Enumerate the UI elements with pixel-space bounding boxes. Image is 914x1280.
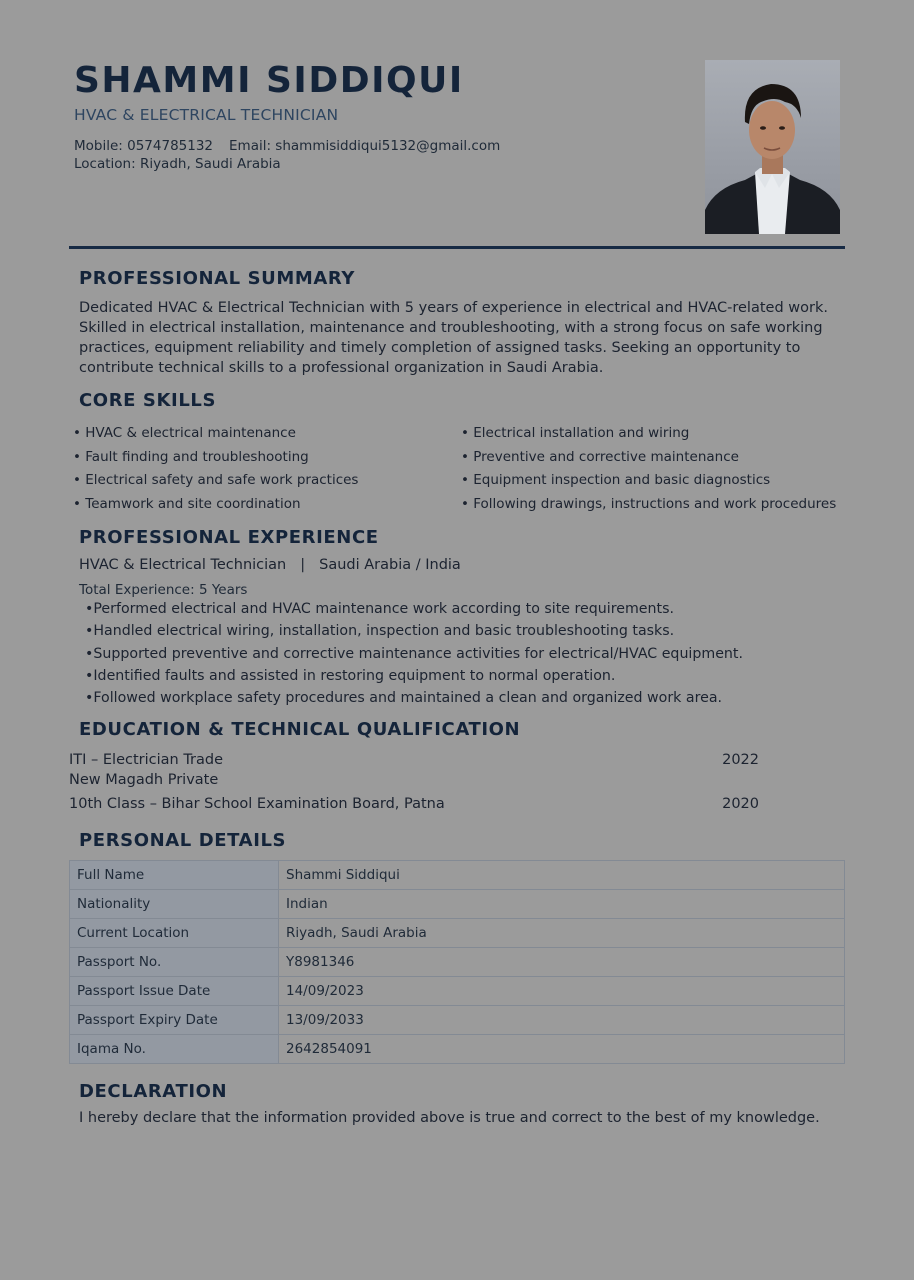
table-row bbox=[70, 948, 845, 977]
education-institution: New Magadh Private bbox=[69, 772, 219, 788]
experience-bullet: • Performed electrical and HVAC maintenance work according to site requirements. bbox=[85, 598, 743, 620]
detail-label: Iqama No. bbox=[70, 1035, 279, 1064]
detail-label: Current Location bbox=[70, 919, 279, 948]
detail-label: Passport No. bbox=[70, 948, 279, 977]
summary-heading: PROFESSIONAL SUMMARY bbox=[79, 268, 356, 289]
personal-details-table bbox=[69, 860, 845, 1064]
job-title: HVAC & ELECTRICAL TECHNICIAN bbox=[74, 106, 339, 124]
education-year: 2020 bbox=[722, 796, 759, 812]
education-year: 2022 bbox=[722, 752, 759, 768]
detail-label: Nationality bbox=[70, 890, 279, 919]
skill-item: • Electrical installation and wiring bbox=[461, 422, 836, 446]
skill-item: • Preventive and corrective maintenance bbox=[461, 446, 836, 470]
declaration-heading: DECLARATION bbox=[79, 1081, 228, 1102]
experience-bullet: • Identified faults and assisted in restoring equipment to normal operation. bbox=[85, 665, 743, 687]
experience-bullet: • Supported preventive and corrective maintenance activities for electrical/HVAC equipment. bbox=[85, 643, 743, 665]
skills-heading: CORE SKILLS bbox=[79, 390, 217, 411]
total-experience: Total Experience: 5 Years bbox=[79, 582, 248, 598]
table-row bbox=[70, 1006, 845, 1035]
skill-item: • Electrical safety and safe work practices bbox=[73, 469, 358, 493]
table-row bbox=[70, 977, 845, 1006]
education-title: ITI – Electrician Trade bbox=[69, 752, 224, 768]
skill-item: • Fault finding and troubleshooting bbox=[73, 446, 358, 470]
mobile-number: Mobile: 0574785132 bbox=[74, 138, 214, 154]
experience-role: HVAC & Electrical Technician bbox=[79, 557, 287, 573]
detail-label: Passport Expiry Date bbox=[70, 1006, 279, 1035]
detail-value: 2642854091 bbox=[279, 1035, 845, 1064]
detail-value: Indian bbox=[279, 890, 845, 919]
profile-photo bbox=[705, 60, 840, 234]
experience-heading: PROFESSIONAL EXPERIENCE bbox=[79, 527, 379, 548]
education-item bbox=[69, 750, 759, 790]
table-row bbox=[70, 890, 845, 919]
table-row bbox=[70, 919, 845, 948]
skill-item: • Equipment inspection and basic diagnostics bbox=[461, 469, 836, 493]
experience-header bbox=[79, 557, 461, 573]
education-title: 10th Class – Bihar School Examination Board, Patna bbox=[69, 796, 445, 812]
header-divider bbox=[69, 246, 845, 249]
skill-item: • Following drawings, instructions and work procedures bbox=[461, 493, 836, 517]
candidate-name: SHAMMI SIDDIQUI bbox=[74, 60, 464, 101]
summary-text: Dedicated HVAC & Electrical Technician with 5 years of experience in electrical and HVAC-related work. Skilled in electrical installation, maintenance and troubleshooting, with a strong focus on safe working practices, equipment reliability and timely completion of assigned tasks. Seeking an opportunity to contribute technical skills to a professional organization in Saudi Arabia. bbox=[79, 300, 828, 376]
skill-item: • Teamwork and site coordination bbox=[73, 493, 358, 517]
detail-value: Riyadh, Saudi Arabia bbox=[279, 919, 845, 948]
skill-item: • HVAC & electrical maintenance bbox=[73, 422, 358, 446]
experience-bullet: • Handled electrical wiring, installation, inspection and basic troubleshooting tasks. bbox=[85, 620, 743, 642]
detail-value: Y8981346 bbox=[279, 948, 845, 977]
experience-place: Saudi Arabia / India bbox=[319, 557, 461, 573]
personal-heading: PERSONAL DETAILS bbox=[79, 830, 287, 851]
education-heading: EDUCATION & TECHNICAL QUALIFICATION bbox=[79, 719, 521, 740]
detail-label: Passport Issue Date bbox=[70, 977, 279, 1006]
email-address: Email: shammisiddiqui5132@gmail.com bbox=[229, 138, 501, 154]
experience-bullet: • Followed workplace safety procedures and maintained a clean and organized work area. bbox=[85, 687, 743, 709]
detail-label: Full Name bbox=[70, 861, 279, 890]
table-row bbox=[70, 861, 845, 890]
skills-list-right bbox=[461, 422, 836, 517]
detail-value: Shammi Siddiqui bbox=[279, 861, 845, 890]
experience-separator: | bbox=[300, 557, 306, 573]
detail-value: 14/09/2023 bbox=[279, 977, 845, 1006]
education-item bbox=[69, 794, 759, 814]
table-row bbox=[70, 1035, 845, 1064]
contact-info bbox=[74, 137, 500, 173]
declaration-text: I hereby declare that the information provided above is true and correct to the best of my knowledge. bbox=[79, 1110, 820, 1126]
experience-bullets bbox=[85, 598, 743, 709]
skills-list-left bbox=[73, 422, 358, 517]
location: Location: Riyadh, Saudi Arabia bbox=[74, 156, 281, 172]
detail-value: 13/09/2033 bbox=[279, 1006, 845, 1035]
